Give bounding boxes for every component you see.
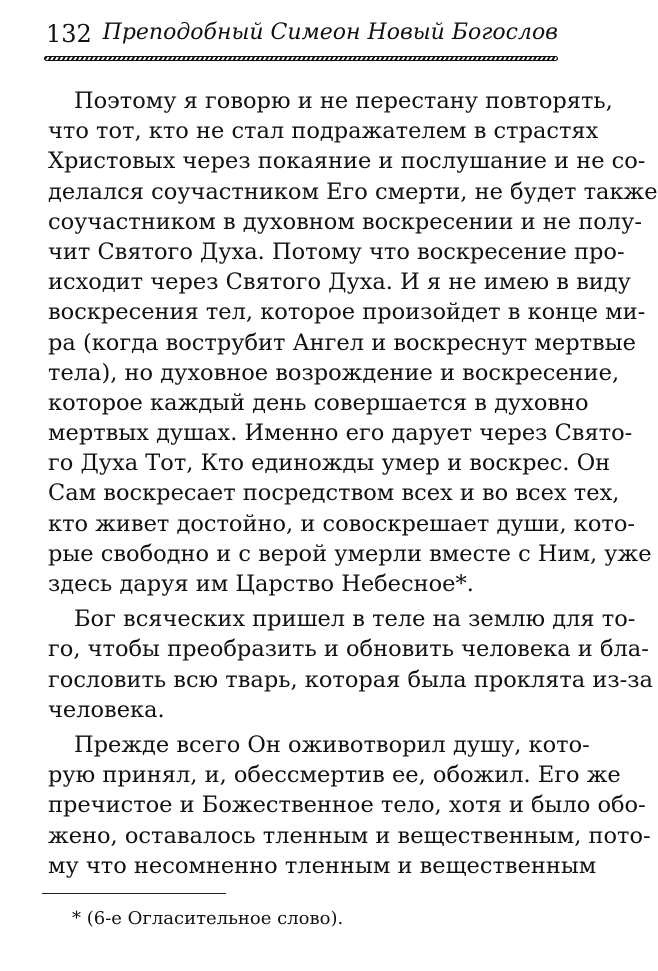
paragraph	[48, 86, 658, 599]
text-line: исходит через Святого Духа. И я не имею в виду	[48, 269, 631, 296]
text-line: человека.	[48, 696, 165, 723]
paragraph	[48, 604, 653, 725]
text-line: гословить всю тварь, которая была проклята из-за	[48, 666, 653, 693]
text-line: Бог всяческих пришел в теле на землю для то-	[74, 606, 636, 633]
text-line: Прежде всего Он оживотворил душу, кото-	[74, 731, 590, 758]
page-header	[46, 20, 560, 54]
page-number: 132	[46, 20, 92, 48]
text-line: что тот, кто не стал подражателем в страстях	[48, 118, 599, 145]
footnote: * (6-е Огласительное слово).	[72, 908, 344, 929]
text-line: Христовых через покаяние и послушание и не со-	[48, 148, 646, 175]
text-line: ра (когда вострубит Ангел и воскреснут мертвые	[48, 329, 636, 356]
text-line: кто живет достойно, и совоскрешает души, кото-	[48, 510, 635, 537]
text-line: чит Святого Духа. Потому что воскресение про-	[48, 238, 625, 265]
text-line: рые свободно и с верой умерли вместе с Ним, уже	[48, 540, 652, 567]
text-line: го, чтобы преобразить и обновить человека и бла-	[48, 636, 649, 663]
text-line: Сам воскресает посредством всех и во всех тех,	[48, 480, 620, 507]
text-line: мертвых душах. Именно его дарует через Свято-	[48, 420, 633, 447]
text-line: соучастником в духовном воскресении и не полу-	[48, 208, 642, 235]
text-line: здесь даруя им Царство Небесное*.	[48, 571, 474, 597]
running-title: Преподобный Симеон Новый Богослов	[102, 20, 558, 45]
text-line: жено, оставалось тленным и вещественным, пото-	[48, 822, 651, 849]
text-line: му что несомненно тленным и вещественным	[48, 852, 597, 879]
text-line: тела), но духовное возрождение и воскресение,	[48, 359, 620, 386]
text-line: го Духа Тот, Кто единожды умер и воскрес. Он	[48, 450, 611, 477]
text-line: которое каждый день совершается в духовно	[48, 389, 589, 416]
body-text	[48, 86, 658, 886]
text-line: делался соучастником Его смерти, не будет также	[48, 178, 658, 205]
ornamental-rule	[44, 56, 558, 61]
text-line: Поэтому я говорю и не перестану повторять,	[74, 88, 613, 114]
text-line: рую принял, и, обессмертив ее, обожил. Его же	[48, 762, 621, 789]
footnote-divider	[42, 893, 226, 894]
paragraph	[48, 730, 651, 881]
text-line: пречистое и Божественное тело, хотя и было обо-	[48, 792, 646, 819]
text-line: воскресения тел, которое произойдет в конце ми-	[48, 299, 646, 326]
